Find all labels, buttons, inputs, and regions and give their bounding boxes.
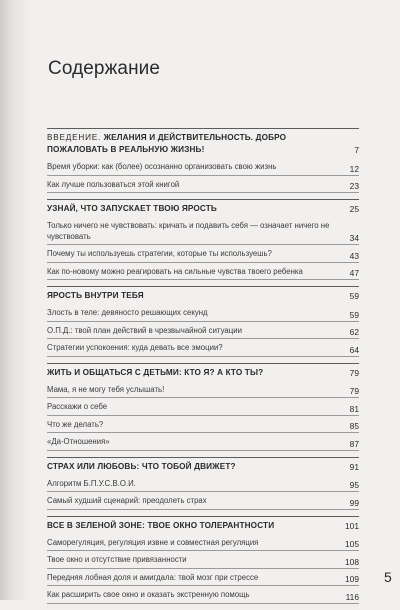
toc-item — [47, 306, 359, 322]
page-ref: 59 — [349, 291, 359, 301]
page-number: 5 — [384, 569, 392, 585]
toc-item-text: Стратегии успокоения: куда девать все эмоции? — [47, 343, 223, 352]
heading-text: ВСЕ В ЗЕЛЕНОЙ ЗОНЕ: ТВОЕ ОКНО ТОЛЕРАНТНОСТИ — [47, 520, 275, 530]
section-heading — [47, 363, 359, 379]
toc-item-text: Время уборки: как (более) осознанно организовать свою жизнь — [47, 162, 277, 171]
toc-item-text: Расскажи о себе — [47, 402, 108, 411]
toc-item — [47, 400, 359, 416]
toc-item-text: Как расширить свое окно и оказать экстренную помощь — [47, 590, 250, 599]
page-ref: 64 — [349, 344, 359, 355]
page-ref: 85 — [349, 421, 359, 431]
toc-item-text: Твое окно и отсутствие привязанности — [47, 555, 187, 564]
heading-text: ЖИТЬ И ОБЩАТЬСЯ С ДЕТЬМИ: КТО Я? А КТО ТЫ? — [47, 367, 264, 377]
page-ref: 59 — [349, 309, 359, 320]
toc-item — [47, 383, 359, 399]
toc-section — [47, 457, 359, 510]
toc-item — [47, 571, 359, 587]
toc-item — [47, 435, 359, 451]
toc-item — [47, 494, 359, 510]
page-title: Содержание — [48, 58, 161, 79]
heading-text: ЖЕЛАНИЯ И ДЕЙСТВИТЕЛЬНОСТЬ. ДОБРО ПОЖАЛОВАТЬ В РЕАЛЬНУЮ ЖИЗНЬ! — [47, 133, 287, 154]
toc-item — [47, 341, 359, 357]
page-ref: 91 — [349, 461, 359, 472]
toc-item-text: Передняя лобная доля и амигдала: твой мозг при стрессе — [47, 572, 259, 582]
page-ref: 25 — [349, 204, 359, 214]
section-heading — [47, 128, 359, 156]
toc-item-text: Мама, я не могу тебя услышать! — [47, 384, 165, 394]
page-ref: 87 — [349, 438, 359, 449]
heading-text: УЗНАЙ, ЧТО ЗАПУСКАЕТ ТВОЮ ЯРОСТЬ — [47, 204, 217, 213]
toc-item-text: О.П.Д.: твой план действий в чрезвычайной ситуации — [47, 325, 242, 335]
page-ref: 109 — [345, 574, 359, 584]
heading-text: ЯРОСТЬ ВНУТРИ ТЕБЯ — [47, 291, 144, 300]
toc-item — [47, 160, 359, 176]
toc-item-text: Что же делать? — [47, 419, 104, 429]
toc-item — [47, 265, 359, 281]
page-ref: 108 — [345, 556, 359, 567]
toc-item-text: Только ничего не чувствовать: кричать и подавить себя — означает ничего не чувствовать — [47, 221, 330, 241]
toc-section — [47, 363, 359, 451]
toc-item — [47, 219, 359, 245]
page-ref: 99 — [349, 497, 359, 508]
page-ref: 79 — [349, 386, 359, 396]
toc-item-text: Злость в теле: девяносто решающих секунд — [47, 308, 208, 317]
heading-text: СТРАХ ИЛИ ЛЮБОВЬ: ЧТО ТОБОЙ ДВИЖЕТ? — [47, 461, 236, 471]
page-ref: 12 — [349, 163, 359, 174]
toc-item-text: Как по-новому можно реагировать на сильные чувства твоего ребенка — [47, 266, 303, 276]
toc-item-text: Самый худший сценарий: преодолеть страх — [47, 496, 207, 505]
page-ref: 7 — [354, 145, 359, 155]
toc-item-text: Алгоритм Б.П.У.С.В.О.И. — [47, 478, 136, 488]
toc-section — [47, 286, 359, 357]
section-heading — [47, 457, 359, 473]
page-ref: 101 — [345, 520, 359, 531]
page-ref: 62 — [349, 327, 359, 337]
page-ref: 47 — [349, 268, 359, 278]
toc-section — [47, 199, 359, 280]
toc-item-text: Саморегуляция, регуляция извне и совместная регуляция — [47, 537, 259, 547]
book-spine-shadow — [0, 0, 30, 600]
table-of-contents — [47, 128, 359, 610]
toc-section — [47, 128, 359, 193]
toc-item — [47, 536, 359, 552]
section-heading — [47, 199, 359, 215]
page-ref: 105 — [345, 539, 359, 549]
section-heading — [47, 516, 359, 532]
toc-item-text: «Да-Отношения» — [47, 437, 110, 446]
toc-item — [47, 324, 359, 340]
toc-item — [47, 553, 359, 569]
page-ref: 79 — [349, 367, 359, 378]
page-ref: 23 — [349, 181, 359, 191]
page-ref: 34 — [349, 233, 359, 243]
toc-item — [47, 247, 359, 263]
section-heading — [47, 286, 359, 302]
heading-prefix: ВВЕДЕНИЕ. — [47, 133, 102, 142]
page-ref: 43 — [349, 250, 359, 261]
toc-item-text: Почему ты используешь стратегии, которые ты используешь? — [47, 249, 272, 258]
page-ref: 95 — [349, 480, 359, 490]
toc-item-text: Как лучше пользоваться этой книгой — [47, 179, 180, 189]
page-ref: 81 — [349, 403, 359, 414]
toc-item — [47, 178, 359, 194]
toc-item — [47, 418, 359, 434]
toc-page — [47, 0, 392, 602]
toc-item — [47, 477, 359, 493]
toc-section — [47, 516, 359, 604]
page-ref: 116 — [345, 591, 359, 602]
toc-item — [47, 588, 359, 604]
